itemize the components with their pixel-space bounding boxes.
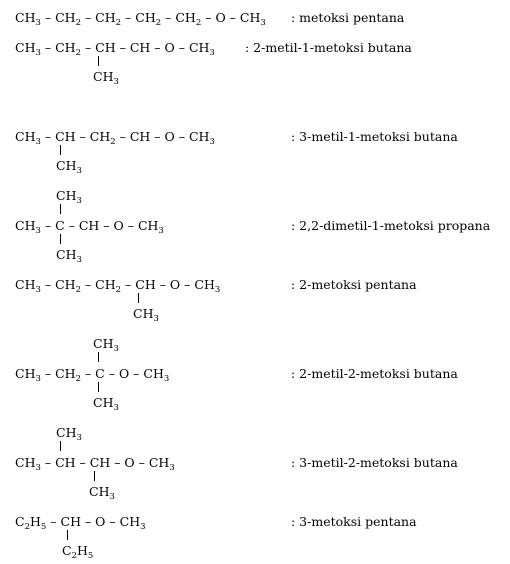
formula-branch: $CH_3$ [93, 395, 119, 413]
compound-name: : 3-metoksi pentana [291, 514, 417, 529]
bond-line [67, 530, 68, 540]
formula-main: $CH_3 - CH_2$ – CH – CH – O – $CH_3$ [15, 40, 215, 58]
bond-line [60, 441, 61, 451]
formula-branch: $CH_3$ [89, 484, 115, 502]
compound-name: : 2,2-dimetil-1-metoksi propana [291, 218, 491, 233]
formula-branch: $CH_3$ [56, 188, 82, 206]
bond-line [98, 352, 99, 362]
formula-branch: $C_2H_5$ [62, 543, 94, 561]
compound-name: : 2-metil-2-metoksi butana [291, 366, 458, 381]
compound-name: : 3-metil-1-metoksi butana [291, 129, 458, 144]
compound-name: : 2-metil-1-metoksi butana [245, 40, 412, 55]
compound-name: : 2-metoksi pentana [291, 277, 417, 292]
formula-branch: $CH_3$ [56, 158, 82, 176]
formula-main: $CH_3$ – CH – $CH_2$ – CH – O – $CH_3$ [15, 129, 215, 147]
formula-branch: $CH_3$ [93, 336, 119, 354]
formula-main: $CH_3$ – C – CH – O – $CH_3$ [15, 218, 164, 236]
compound-name: : 3-metil-2-metoksi butana [291, 455, 458, 470]
bond-line [94, 471, 95, 481]
formula-main: $CH_3$ – CH – CH – O – $CH_3$ [15, 455, 175, 473]
formula-main: $CH_3 - CH_2 - CH_2 - CH_2 - CH_2$ – O – $CH_3$ [15, 10, 266, 28]
formula-branch: $CH_3$ [56, 425, 82, 443]
bond-line [98, 382, 99, 392]
bond-line [138, 293, 139, 303]
formula-main: $CH_3 - CH_2 - CH_2$ – CH – O – $CH_3$ [15, 277, 221, 295]
formula-main: $CH_3 - CH_2$ – C – O – $CH_3$ [15, 366, 170, 384]
formula-main: $C_2H_5$ – CH – O – $CH_3$ [15, 514, 146, 532]
bond-line [60, 145, 61, 155]
bond-line [98, 56, 99, 66]
formula-branch: $CH_3$ [93, 69, 119, 87]
compound-name: : metoksi pentana [291, 10, 405, 25]
bond-line [60, 234, 61, 244]
formula-branch: $CH_3$ [56, 247, 82, 265]
formula-branch: $CH_3$ [133, 306, 159, 324]
bond-line [60, 204, 61, 214]
